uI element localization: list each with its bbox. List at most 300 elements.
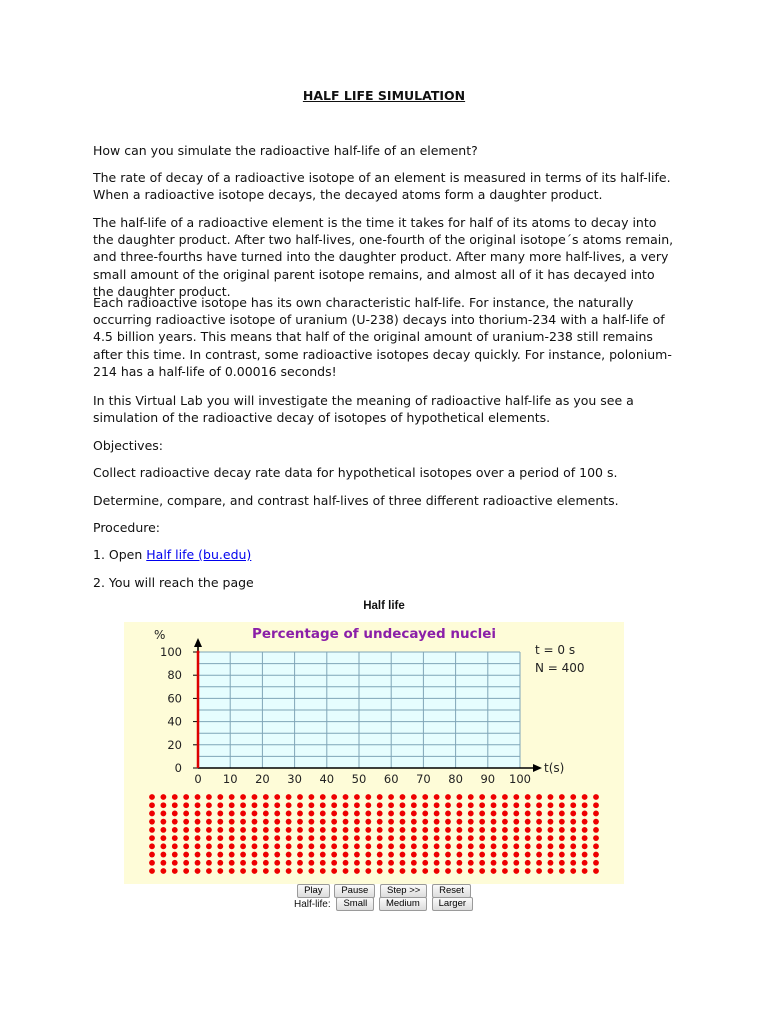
nucleus-dot bbox=[411, 843, 417, 849]
nucleus-dot bbox=[548, 843, 554, 849]
nucleus-dot bbox=[445, 852, 451, 858]
nucleus-dot bbox=[343, 811, 349, 817]
nucleus-dot bbox=[422, 819, 428, 825]
nucleus-dot bbox=[343, 802, 349, 808]
nucleus-dot bbox=[434, 835, 440, 841]
nucleus-dot bbox=[502, 860, 508, 866]
nucleus-dot bbox=[331, 843, 337, 849]
half-life-small-button[interactable]: Small bbox=[336, 897, 374, 911]
nucleus-dot bbox=[582, 802, 588, 808]
nucleus-dot bbox=[240, 843, 246, 849]
nucleus-dot bbox=[422, 794, 428, 800]
nucleus-dot bbox=[172, 794, 178, 800]
nucleus-dot bbox=[263, 860, 269, 866]
nucleus-dot bbox=[343, 852, 349, 858]
nucleus-dot bbox=[456, 811, 462, 817]
nucleus-dot bbox=[377, 868, 383, 874]
nucleus-dot bbox=[559, 852, 565, 858]
nucleus-dot bbox=[456, 794, 462, 800]
nucleus-dot bbox=[206, 852, 212, 858]
nucleus-dot bbox=[217, 868, 223, 874]
nucleus-dot bbox=[320, 868, 326, 874]
nucleus-dot bbox=[343, 827, 349, 833]
nucleus-dot bbox=[411, 811, 417, 817]
nucleus-dot bbox=[343, 868, 349, 874]
nucleus-dot bbox=[297, 860, 303, 866]
nucleus-dot bbox=[377, 835, 383, 841]
nucleus-dot bbox=[377, 811, 383, 817]
playback-controls bbox=[0, 884, 768, 898]
nucleus-dot bbox=[206, 794, 212, 800]
nucleus-dot bbox=[491, 794, 497, 800]
y-tick-label: 0 bbox=[174, 761, 182, 775]
nucleus-dot bbox=[308, 827, 314, 833]
nucleus-dot bbox=[172, 843, 178, 849]
nucleus-dot bbox=[582, 860, 588, 866]
play-button[interactable]: Play bbox=[297, 884, 329, 898]
nucleus-dot bbox=[195, 827, 201, 833]
x-tick-label: 40 bbox=[319, 772, 335, 786]
nucleus-dot bbox=[343, 819, 349, 825]
nucleus-dot bbox=[354, 827, 360, 833]
nucleus-dot bbox=[297, 794, 303, 800]
nucleus-dot bbox=[286, 827, 292, 833]
nucleus-dot bbox=[354, 811, 360, 817]
nucleus-dot bbox=[536, 811, 542, 817]
nucleus-dot bbox=[343, 860, 349, 866]
nucleus-dot bbox=[183, 868, 189, 874]
intro-question: How can you simulate the radioactive half-life of an element? bbox=[93, 143, 478, 158]
nucleus-dot bbox=[320, 835, 326, 841]
x-tick-label: 100 bbox=[509, 772, 531, 786]
nucleus-dot bbox=[274, 827, 280, 833]
nucleus-dot bbox=[525, 860, 531, 866]
nucleus-dot bbox=[411, 794, 417, 800]
nucleus-dot bbox=[206, 802, 212, 808]
nucleus-dot bbox=[354, 819, 360, 825]
nucleus-dot bbox=[400, 794, 406, 800]
nucleus-dot bbox=[479, 802, 485, 808]
nucleus-dot bbox=[456, 852, 462, 858]
nucleus-dot bbox=[274, 802, 280, 808]
y-axis-unit: % bbox=[154, 628, 166, 642]
x-axis-arrow bbox=[533, 764, 542, 772]
nucleus-dot bbox=[400, 811, 406, 817]
nucleus-dot bbox=[274, 843, 280, 849]
nucleus-dot bbox=[195, 835, 201, 841]
count-readout: N = 400 bbox=[535, 661, 585, 675]
nucleus-dot bbox=[582, 843, 588, 849]
nucleus-dot bbox=[217, 835, 223, 841]
nucleus-dot bbox=[160, 852, 166, 858]
nucleus-dot bbox=[286, 835, 292, 841]
nucleus-dot bbox=[456, 802, 462, 808]
nucleus-dot bbox=[456, 860, 462, 866]
nucleus-dot bbox=[320, 819, 326, 825]
nucleus-dot bbox=[377, 819, 383, 825]
nucleus-dot bbox=[365, 835, 371, 841]
nucleus-dot bbox=[548, 860, 554, 866]
objectives-heading: Objectives: bbox=[93, 438, 163, 453]
nucleus-dot bbox=[297, 802, 303, 808]
nucleus-dot bbox=[445, 868, 451, 874]
nucleus-dot bbox=[513, 794, 519, 800]
nucleus-dot bbox=[445, 843, 451, 849]
nucleus-dot bbox=[491, 819, 497, 825]
nucleus-dot bbox=[149, 819, 155, 825]
nucleus-dot bbox=[252, 827, 258, 833]
nucleus-dot bbox=[172, 868, 178, 874]
reset-button[interactable]: Reset bbox=[432, 884, 471, 898]
nucleus-dot bbox=[582, 794, 588, 800]
nucleus-dot bbox=[548, 794, 554, 800]
nucleus-dot bbox=[456, 827, 462, 833]
nucleus-dot bbox=[456, 843, 462, 849]
half-life-label: Half-life: bbox=[293, 898, 331, 910]
nucleus-dot bbox=[570, 868, 576, 874]
nucleus-dot bbox=[320, 860, 326, 866]
nucleus-dot bbox=[434, 794, 440, 800]
nucleus-dot bbox=[388, 860, 394, 866]
nucleus-dot bbox=[502, 827, 508, 833]
nucleus-dot bbox=[593, 860, 599, 866]
nucleus-dot bbox=[513, 835, 519, 841]
nucleus-dot bbox=[331, 852, 337, 858]
nucleus-dot bbox=[559, 835, 565, 841]
nucleus-dot bbox=[206, 835, 212, 841]
nucleus-dot bbox=[183, 860, 189, 866]
nucleus-dot bbox=[183, 811, 189, 817]
nucleus-dot bbox=[411, 827, 417, 833]
x-tick-label: 50 bbox=[351, 772, 367, 786]
nucleus-dot bbox=[513, 819, 519, 825]
nucleus-dot bbox=[491, 827, 497, 833]
nucleus-dot bbox=[525, 852, 531, 858]
nucleus-dot bbox=[570, 811, 576, 817]
half-life-medium-button[interactable]: Medium bbox=[379, 897, 427, 911]
nucleus-dot bbox=[183, 843, 189, 849]
nucleus-dot bbox=[229, 802, 235, 808]
nucleus-dot bbox=[217, 819, 223, 825]
nucleus-dot bbox=[365, 852, 371, 858]
nucleus-dot bbox=[183, 835, 189, 841]
nucleus-dot bbox=[525, 794, 531, 800]
nucleus-dot bbox=[149, 835, 155, 841]
nucleus-dot bbox=[217, 802, 223, 808]
nucleus-dot bbox=[502, 802, 508, 808]
nucleus-dot bbox=[286, 802, 292, 808]
nucleus-dot bbox=[491, 835, 497, 841]
nucleus-dot bbox=[388, 835, 394, 841]
nucleus-dot bbox=[513, 860, 519, 866]
nucleus-dot bbox=[400, 852, 406, 858]
nucleus-dot bbox=[536, 794, 542, 800]
nucleus-dot bbox=[354, 835, 360, 841]
nucleus-dot bbox=[525, 843, 531, 849]
nucleus-dot bbox=[548, 852, 554, 858]
nucleus-dot bbox=[365, 827, 371, 833]
nucleus-dot bbox=[570, 819, 576, 825]
nucleus-dot bbox=[229, 827, 235, 833]
nucleus-dot bbox=[149, 860, 155, 866]
nucleus-dot bbox=[183, 819, 189, 825]
nucleus-dot bbox=[513, 843, 519, 849]
pause-button[interactable]: Pause bbox=[334, 884, 375, 898]
nucleus-dot bbox=[217, 794, 223, 800]
nucleus-dot bbox=[286, 794, 292, 800]
nucleus-dot bbox=[502, 843, 508, 849]
nucleus-dot bbox=[240, 802, 246, 808]
nucleus-dot bbox=[468, 868, 474, 874]
nucleus-dot bbox=[172, 827, 178, 833]
nucleus-dot bbox=[206, 827, 212, 833]
nucleus-dot bbox=[570, 827, 576, 833]
nucleus-dot bbox=[206, 843, 212, 849]
nucleus-dot bbox=[479, 827, 485, 833]
nucleus-dot bbox=[172, 811, 178, 817]
nucleus-dot bbox=[548, 811, 554, 817]
nucleus-dot bbox=[331, 827, 337, 833]
nucleus-dot bbox=[252, 868, 258, 874]
nucleus-dot bbox=[479, 868, 485, 874]
nucleus-dot bbox=[160, 811, 166, 817]
nucleus-dot bbox=[172, 860, 178, 866]
nucleus-dot bbox=[434, 852, 440, 858]
nucleus-dot bbox=[286, 843, 292, 849]
nucleus-dot bbox=[388, 852, 394, 858]
nucleus-dot bbox=[286, 868, 292, 874]
nucleus-dot bbox=[559, 827, 565, 833]
nucleus-dot bbox=[422, 843, 428, 849]
nucleus-dot bbox=[229, 794, 235, 800]
nucleus-dot bbox=[308, 819, 314, 825]
nucleus-dot bbox=[297, 811, 303, 817]
objective-1: Collect radioactive decay rate data for hypothetical isotopes over a period of 100 s. bbox=[93, 465, 618, 480]
nucleus-dot bbox=[183, 852, 189, 858]
nucleus-dot bbox=[593, 835, 599, 841]
nucleus-dot bbox=[400, 827, 406, 833]
nucleus-dot bbox=[229, 811, 235, 817]
nucleus-dot bbox=[491, 868, 497, 874]
nucleus-dot bbox=[434, 811, 440, 817]
paragraph-3: Each radioactive isotope has its own characteristic half-life. For instance, the naturally occurring radioactive isotope of uranium (U-238) decays into thorium-234 with a half-life of 4.5 billion years. This means that half of the original amount of uranium-238 still remains after this time. In contrast, some radioactive isotopes decay quickly. For instance, polonium-214 has a half-life of 0.00016 seconds! bbox=[93, 295, 672, 379]
nucleus-dot bbox=[525, 811, 531, 817]
nucleus-dot bbox=[513, 811, 519, 817]
nucleus-dot bbox=[559, 860, 565, 866]
nucleus-dot bbox=[240, 819, 246, 825]
x-axis-unit: t(s) bbox=[544, 761, 565, 775]
procedure-step-1 bbox=[93, 546, 678, 563]
nucleus-dot bbox=[548, 802, 554, 808]
nucleus-dot bbox=[434, 843, 440, 849]
nucleus-dot bbox=[377, 802, 383, 808]
nucleus-dot bbox=[400, 835, 406, 841]
nucleus-dot bbox=[434, 860, 440, 866]
nucleus-dot bbox=[411, 852, 417, 858]
nucleus-dot bbox=[343, 794, 349, 800]
nucleus-dot bbox=[468, 802, 474, 808]
nucleus-dot bbox=[331, 868, 337, 874]
nucleus-dot bbox=[183, 802, 189, 808]
nucleus-dot bbox=[593, 811, 599, 817]
nucleus-dot bbox=[434, 868, 440, 874]
nucleus-dot bbox=[252, 852, 258, 858]
nucleus-dot bbox=[195, 794, 201, 800]
nucleus-dot bbox=[320, 827, 326, 833]
nucleus-dot bbox=[206, 860, 212, 866]
nucleus-dot bbox=[206, 819, 212, 825]
nucleus-dot bbox=[308, 811, 314, 817]
y-tick-label: 40 bbox=[167, 714, 182, 729]
nucleus-dot bbox=[297, 843, 303, 849]
nucleus-dot bbox=[445, 819, 451, 825]
nucleus-dot bbox=[217, 860, 223, 866]
nucleus-dot bbox=[206, 811, 212, 817]
nucleus-dot bbox=[479, 843, 485, 849]
nucleus-dot bbox=[365, 819, 371, 825]
nucleus-dot bbox=[479, 811, 485, 817]
nucleus-dot bbox=[411, 835, 417, 841]
nucleus-dot bbox=[195, 860, 201, 866]
nucleus-dot bbox=[479, 852, 485, 858]
nucleus-dot bbox=[252, 843, 258, 849]
nucleus-dot bbox=[456, 819, 462, 825]
nucleus-dot bbox=[229, 852, 235, 858]
nucleus-dot bbox=[593, 852, 599, 858]
nucleus-dot bbox=[240, 852, 246, 858]
nucleus-dot bbox=[172, 819, 178, 825]
nucleus-dot bbox=[388, 794, 394, 800]
nucleus-dot bbox=[331, 802, 337, 808]
nucleus-dot bbox=[377, 794, 383, 800]
nucleus-dot bbox=[263, 868, 269, 874]
nucleus-dot bbox=[502, 835, 508, 841]
nucleus-dot bbox=[570, 852, 576, 858]
nucleus-dot bbox=[331, 819, 337, 825]
nucleus-dot bbox=[456, 868, 462, 874]
nucleus-dot bbox=[536, 819, 542, 825]
nucleus-dot bbox=[160, 802, 166, 808]
y-tick-label: 100 bbox=[160, 645, 182, 659]
nucleus-dot bbox=[400, 819, 406, 825]
nucleus-dot bbox=[548, 868, 554, 874]
nucleus-dot bbox=[525, 827, 531, 833]
nucleus-dot bbox=[411, 868, 417, 874]
time-readout: t = 0 s bbox=[535, 643, 576, 657]
nucleus-dot bbox=[491, 843, 497, 849]
nucleus-dot bbox=[263, 819, 269, 825]
nucleus-dot bbox=[468, 835, 474, 841]
nucleus-dot bbox=[445, 827, 451, 833]
nucleus-dot bbox=[240, 860, 246, 866]
nucleus-dot bbox=[183, 827, 189, 833]
paragraph-2: The half-life of a radioactive element is the time it takes for half of its atoms to decay into the daughter product. After two half-lives, one-fourth of the original isotope´s atoms remain, and three-fourths have turned into the daughter product. After many more half-lives, a very small amount of the original parent isotope remains, and almost all of it has decayed into the daughter product. bbox=[93, 215, 674, 299]
nucleus-dot bbox=[331, 860, 337, 866]
nucleus-dot bbox=[308, 852, 314, 858]
nucleus-dot bbox=[331, 835, 337, 841]
nucleus-dot bbox=[502, 794, 508, 800]
nucleus-dot bbox=[400, 802, 406, 808]
nucleus-dot bbox=[320, 852, 326, 858]
nucleus-dot bbox=[593, 819, 599, 825]
nucleus-dot bbox=[468, 819, 474, 825]
nucleus-dot bbox=[365, 811, 371, 817]
nucleus-dot bbox=[297, 819, 303, 825]
nucleus-dot bbox=[343, 843, 349, 849]
nucleus-dot bbox=[331, 794, 337, 800]
nucleus-dot bbox=[582, 819, 588, 825]
x-tick-label: 30 bbox=[287, 772, 302, 786]
figure-title: Half life bbox=[363, 600, 405, 612]
nucleus-dot bbox=[525, 868, 531, 874]
nucleus-dot bbox=[252, 802, 258, 808]
nucleus-dot bbox=[320, 811, 326, 817]
nucleus-dot bbox=[570, 794, 576, 800]
nucleus-dot bbox=[263, 811, 269, 817]
procedure-heading: Procedure: bbox=[93, 520, 161, 535]
nucleus-dot bbox=[388, 827, 394, 833]
nucleus-dot bbox=[240, 794, 246, 800]
nucleus-dot bbox=[570, 860, 576, 866]
nucleus-dot bbox=[422, 835, 428, 841]
nucleus-dot bbox=[445, 794, 451, 800]
nucleus-dot bbox=[513, 802, 519, 808]
nucleus-dot bbox=[274, 852, 280, 858]
nucleus-dot bbox=[252, 835, 258, 841]
nucleus-dot bbox=[308, 835, 314, 841]
nucleus-dot bbox=[263, 802, 269, 808]
half-life-link[interactable]: Half life (bu.edu) bbox=[146, 547, 252, 562]
nucleus-dot bbox=[593, 843, 599, 849]
nucleus-dot bbox=[297, 852, 303, 858]
nucleus-dot bbox=[525, 835, 531, 841]
step-button[interactable]: Step >> bbox=[380, 884, 427, 898]
objective-2: Determine, compare, and contrast half-lives of three different radioactive elements. bbox=[93, 493, 619, 508]
nucleus-dot bbox=[160, 819, 166, 825]
nucleus-dot bbox=[559, 868, 565, 874]
nucleus-dot bbox=[274, 868, 280, 874]
nucleus-dot bbox=[468, 794, 474, 800]
nucleus-dot bbox=[411, 860, 417, 866]
nucleus-dot bbox=[160, 868, 166, 874]
paragraph-1: The rate of decay of a radioactive isotope of an element is measured in terms of its half-life. When a radioactive isotope decays, the decayed atoms form a daughter product. bbox=[93, 170, 671, 203]
x-tick-label: 80 bbox=[448, 772, 463, 786]
nucleus-dot bbox=[422, 852, 428, 858]
nucleus-dot bbox=[320, 794, 326, 800]
nucleus-dot bbox=[149, 843, 155, 849]
nucleus-dot bbox=[331, 811, 337, 817]
nucleus-dot bbox=[308, 860, 314, 866]
nucleus-dot bbox=[217, 811, 223, 817]
nucleus-dot bbox=[308, 843, 314, 849]
nucleus-dot bbox=[479, 835, 485, 841]
nucleus-dot bbox=[559, 819, 565, 825]
nucleus-dot bbox=[149, 827, 155, 833]
nucleus-dot bbox=[286, 852, 292, 858]
nucleus-dot bbox=[377, 852, 383, 858]
nucleus-dot bbox=[468, 811, 474, 817]
nucleus-dot bbox=[536, 860, 542, 866]
nucleus-dot bbox=[491, 802, 497, 808]
nucleus-dot bbox=[479, 794, 485, 800]
nucleus-dot bbox=[274, 860, 280, 866]
nucleus-dot bbox=[320, 802, 326, 808]
y-axis-arrow bbox=[194, 638, 202, 647]
half-life-larger-button[interactable]: Larger bbox=[432, 897, 473, 911]
nucleus-dot bbox=[252, 811, 258, 817]
data-point bbox=[197, 651, 200, 654]
nucleus-dot bbox=[252, 860, 258, 866]
